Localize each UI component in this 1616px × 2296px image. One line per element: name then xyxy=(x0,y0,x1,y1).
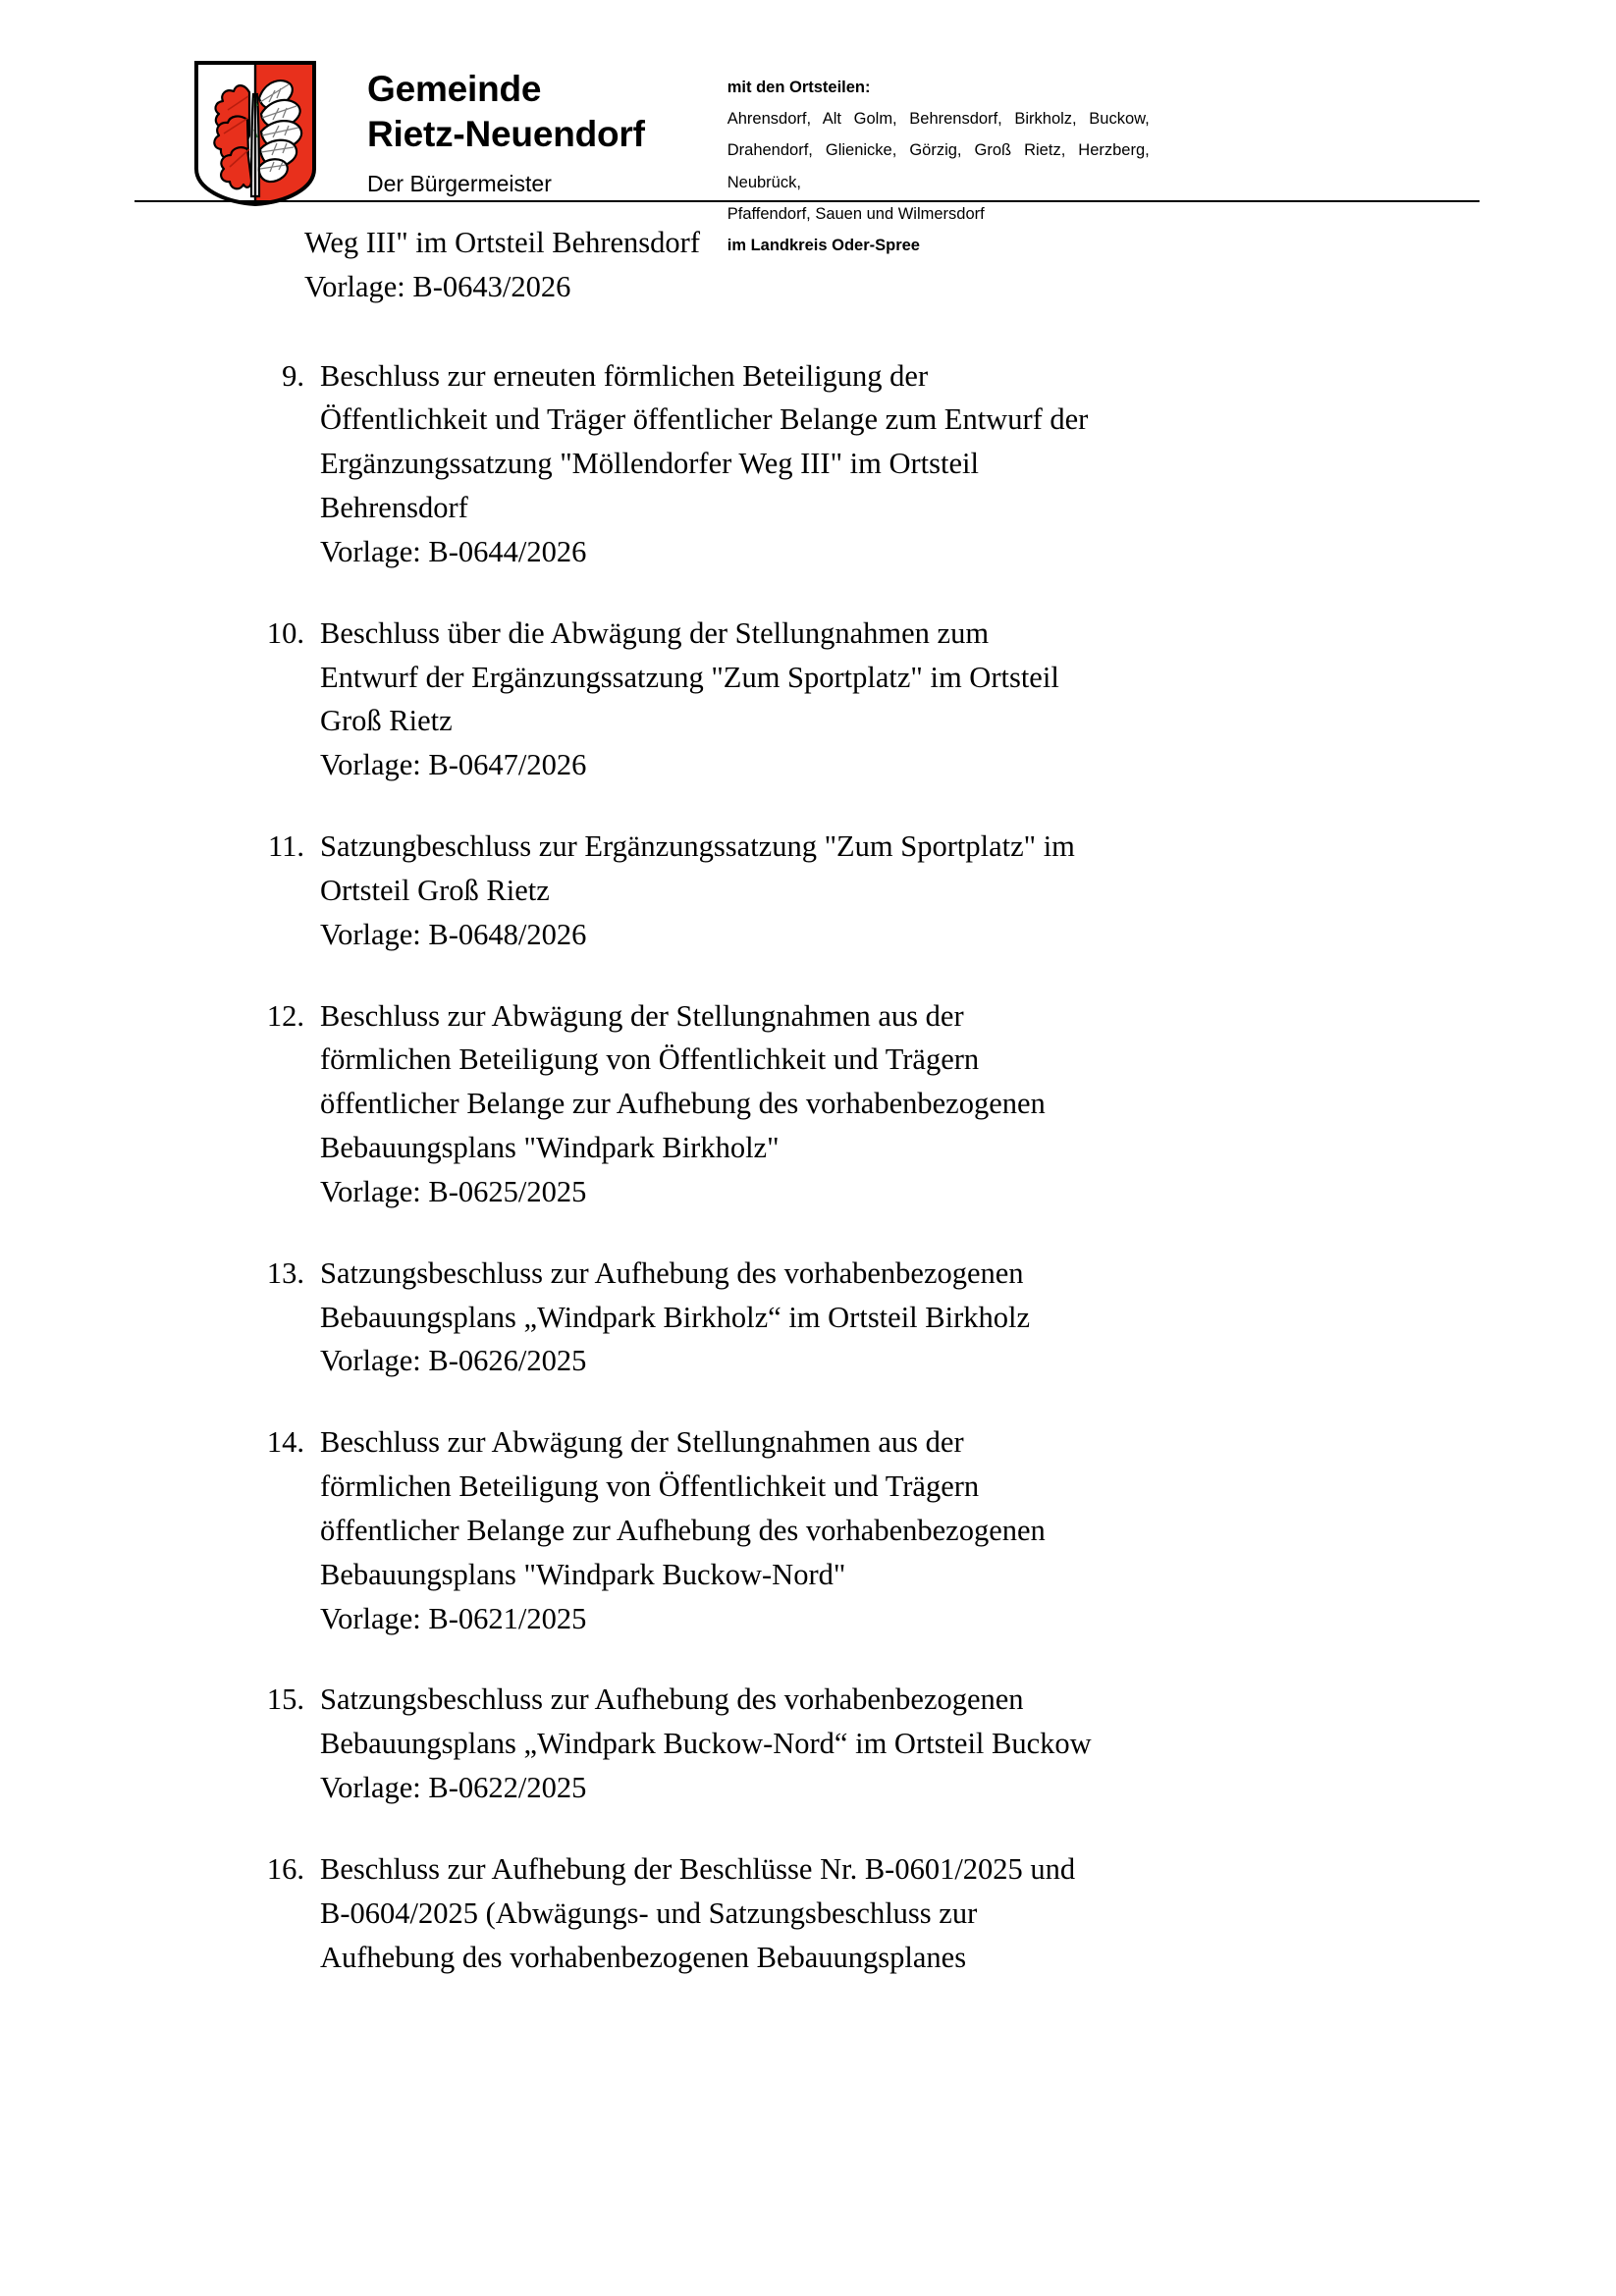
agenda-line: Bebauungsplans „Windpark Birkholz“ im Ortsteil Birkholz xyxy=(320,1300,1031,1334)
agenda-line: Ortsteil Groß Rietz xyxy=(320,873,550,907)
district-label: im Landkreis Oder-Spree xyxy=(727,236,920,254)
municipality-name-block xyxy=(367,59,645,200)
agenda-line: Beschluss zur Aufhebung der Beschlüsse Nr. B-0601/2025 und xyxy=(320,1851,1076,1886)
agenda-line: öffentlicher Belange zur Aufhebung des vorhabenbezogenen xyxy=(320,1087,1046,1121)
agenda-line: Satzungsbeschluss zur Aufhebung des vorhabenbezogenen xyxy=(320,1682,1024,1717)
header-divider xyxy=(135,200,1480,202)
agenda-line: Beschluss zur Abwägung der Stellungnahmen aus der xyxy=(320,998,964,1033)
ortsteile-line-1: Ahrensdorf, Alt Golm, Behrensdorf, Birkholz, Buckow, xyxy=(727,110,1150,129)
agenda-line: B-0604/2025 (Abwägungs- und Satzungsbeschluss zur xyxy=(320,1896,978,1930)
agenda-item-12 xyxy=(192,994,1479,1214)
agenda-item-text xyxy=(320,1420,1479,1640)
agenda-line: Bebauungsplans "Windpark Buckow-Nord" xyxy=(320,1557,846,1591)
agenda-line: Aufhebung des vorhabenbezogenen Bebauungsplanes xyxy=(320,1940,967,1974)
agenda-item-number: 13. xyxy=(266,1255,304,1290)
agenda-item-10 xyxy=(192,612,1479,787)
ortsteile-line-3: Pfaffendorf, Sauen und Wilmersdorf xyxy=(727,204,985,223)
agenda-line: Entwurf der Ergänzungssatzung "Zum Sportplatz" im Ortsteil xyxy=(320,660,1059,694)
agenda-list xyxy=(192,221,1479,2016)
agenda-item-text xyxy=(320,354,1479,574)
agenda-item-number: 15. xyxy=(266,1682,304,1717)
agenda-line: Ergänzungssatzung "Möllendorfer Weg III" im Ortsteil xyxy=(320,447,979,481)
agenda-line: Beschluss zur Abwägung der Stellungnahmen aus der xyxy=(320,1425,964,1460)
agenda-item-15 xyxy=(192,1678,1479,1809)
agenda-line: Satzungsbeschluss zur Aufhebung des vorhabenbezogenen xyxy=(320,1255,1024,1290)
agenda-vorlage: Vorlage: B-0625/2025 xyxy=(320,1174,587,1208)
agenda-item-16 xyxy=(192,1847,1479,1979)
agenda-item-text xyxy=(320,1678,1479,1809)
agenda-line: Öffentlichkeit und Träger öffentlicher Belange zum Entwurf der xyxy=(320,402,1089,437)
agenda-line: Bebauungsplans „Windpark Buckow-Nord“ im Ortsteil Buckow xyxy=(320,1727,1092,1761)
agenda-item-text xyxy=(320,612,1479,787)
agenda-line: Weg III" im Ortsteil Behrensdorf xyxy=(304,226,700,259)
agenda-line: förmlichen Beteiligung von Öffentlichkeit und Trägern xyxy=(320,1469,980,1504)
agenda-item-text xyxy=(320,1847,1479,1979)
municipality-line-1: Gemeinde xyxy=(367,69,542,109)
agenda-vorlage: Vorlage: B-0643/2026 xyxy=(304,269,571,303)
agenda-line: förmlichen Beteiligung von Öffentlichkeit und Trägern xyxy=(320,1042,980,1077)
coat-of-arms xyxy=(192,59,318,206)
agenda-item-number: 9. xyxy=(282,358,304,393)
agenda-line: Groß Rietz xyxy=(320,704,453,738)
agenda-line: Satzungbeschluss zur Ergänzungssatzung "Zum Sportplatz" im xyxy=(320,829,1075,864)
agenda-line: Behrensdorf xyxy=(320,491,468,525)
agenda-item-continued xyxy=(192,221,1479,309)
agenda-item-14 xyxy=(192,1420,1479,1640)
agenda-vorlage: Vorlage: B-0622/2025 xyxy=(320,1771,587,1805)
agenda-item-text xyxy=(320,1252,1479,1383)
coat-of-arms-icon xyxy=(192,59,318,206)
agenda-item-text xyxy=(304,221,1479,309)
agenda-line: Bebauungsplans "Windpark Birkholz" xyxy=(320,1131,780,1165)
agenda-item-number: 14. xyxy=(266,1425,304,1460)
agenda-vorlage: Vorlage: B-0647/2026 xyxy=(320,748,587,782)
agenda-item-number: 11. xyxy=(268,829,304,864)
agenda-vorlage: Vorlage: B-0644/2026 xyxy=(320,534,587,568)
ortsteile-heading: mit den Ortsteilen: xyxy=(727,79,871,96)
agenda-item-number: 16. xyxy=(266,1851,304,1886)
agenda-line: Beschluss zur erneuten förmlichen Beteiligung der xyxy=(320,358,929,393)
agenda-item-11 xyxy=(192,825,1479,956)
agenda-item-13 xyxy=(192,1252,1479,1383)
agenda-item-text xyxy=(320,994,1479,1214)
ortsteile-line-2: Drahendorf, Glienicke, Görzig, Groß Rietz, Herzberg, Neubrück, xyxy=(727,141,1150,191)
municipality-line-2: Rietz-Neuendorf xyxy=(367,114,645,155)
agenda-line: Beschluss über die Abwägung der Stellungnahmen zum xyxy=(320,615,990,650)
agenda-vorlage: Vorlage: B-0626/2025 xyxy=(320,1344,587,1378)
agenda-vorlage: Vorlage: B-0621/2025 xyxy=(320,1601,587,1635)
agenda-item-number: 12. xyxy=(266,998,304,1033)
agenda-line: öffentlicher Belange zur Aufhebung des vorhabenbezogenen xyxy=(320,1513,1046,1547)
agenda-item-9 xyxy=(192,354,1479,574)
agenda-item-text xyxy=(320,825,1479,956)
agenda-item-number: 10. xyxy=(266,615,304,650)
mayor-role-label: Der Bürgermeister xyxy=(367,170,552,196)
agenda-vorlage: Vorlage: B-0648/2026 xyxy=(320,917,587,951)
